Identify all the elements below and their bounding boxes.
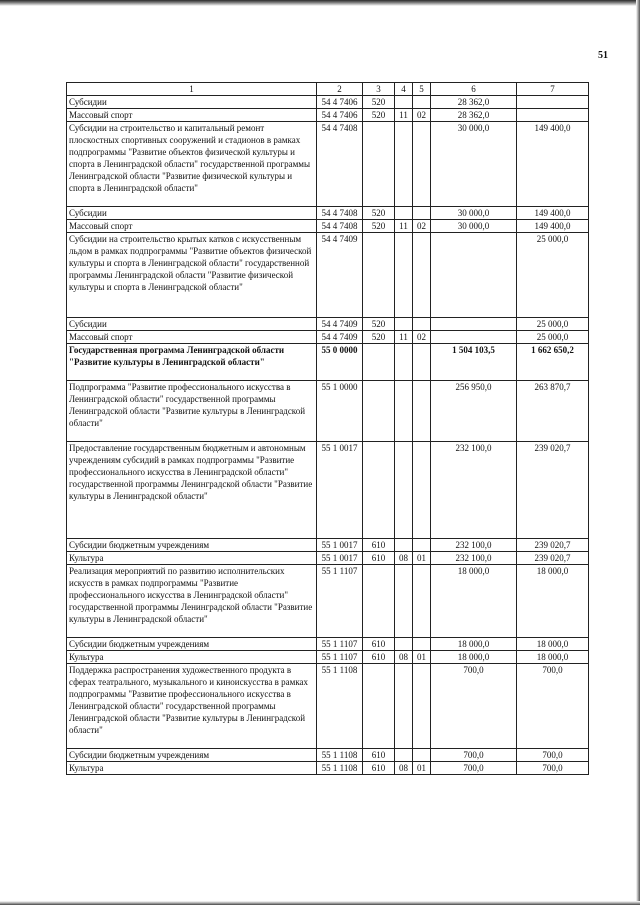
- row-rz-cell: 08: [395, 762, 413, 775]
- row-code-cell: 55 0 0000: [317, 344, 363, 381]
- row-vr-cell: [363, 565, 395, 638]
- table-row: [67, 122, 589, 207]
- row-name-cell: Субсидии: [67, 207, 317, 220]
- row-code-cell: 55 1 1108: [317, 749, 363, 762]
- row-vr-cell: 610: [363, 638, 395, 651]
- row-rz-cell: [395, 638, 413, 651]
- row-code-cell: 54 4 7409: [317, 331, 363, 344]
- row-rz-cell: [395, 749, 413, 762]
- row-rz-cell: 11: [395, 109, 413, 122]
- row-sum-col7-cell: 700,0: [517, 664, 589, 749]
- row-pr-cell: 01: [413, 552, 431, 565]
- row-pr-cell: 02: [413, 220, 431, 233]
- row-pr-cell: [413, 539, 431, 552]
- row-name-cell: Реализация мероприятий по развитию исполнительских искусств в рамках подпрограммы "Развитие профессионального искусства в Ленинградской области" государственной программы Ленинградской области "Развитие культуры в Ленинградской области": [67, 565, 317, 638]
- row-code-cell: 55 1 0017: [317, 442, 363, 539]
- row-sum-col7-cell: 149 400,0: [517, 122, 589, 207]
- row-vr-cell: 610: [363, 552, 395, 565]
- row-vr-cell: 610: [363, 762, 395, 775]
- row-sum-col6-cell: 18 000,0: [431, 651, 517, 664]
- row-rz-cell: 08: [395, 552, 413, 565]
- row-name-cell: Субсидии бюджетным учреждениям: [67, 638, 317, 651]
- row-pr-cell: 01: [413, 762, 431, 775]
- row-pr-cell: [413, 664, 431, 749]
- row-name-cell: Предоставление государственным бюджетным и автономным учреждениям субсидий в рамках подпрограммы "Развитие профессионального искусства в Ленинградской области" государственной программы Ленинградской области "Развитие культуры в Ленинградской области": [67, 442, 317, 539]
- table-row: [67, 762, 589, 775]
- table-row: [67, 749, 589, 762]
- row-name-cell: Государственная программа Ленинградской области "Развитие культуры в Ленинградской области": [67, 344, 317, 381]
- table-row: [67, 651, 589, 664]
- row-code-cell: 55 1 0017: [317, 552, 363, 565]
- row-rz-cell: [395, 318, 413, 331]
- page-number: 51: [598, 50, 608, 61]
- row-name-cell: Массовый спорт: [67, 109, 317, 122]
- row-vr-cell: [363, 381, 395, 442]
- row-sum-col7-cell: 263 870,7: [517, 381, 589, 442]
- table-row: [67, 552, 589, 565]
- row-vr-cell: [363, 442, 395, 539]
- row-rz-cell: [395, 96, 413, 109]
- row-code-cell: 54 4 7408: [317, 122, 363, 207]
- row-rz-cell: 11: [395, 220, 413, 233]
- row-pr-cell: [413, 96, 431, 109]
- row-name-cell: Субсидии бюджетным учреждениям: [67, 539, 317, 552]
- row-pr-cell: [413, 318, 431, 331]
- table-header-row: [67, 83, 589, 96]
- table-row: [67, 233, 589, 318]
- row-sum-col7-cell: 18 000,0: [517, 638, 589, 651]
- table-row: [67, 381, 589, 442]
- table-row: [67, 207, 589, 220]
- row-sum-col7-cell: 239 020,7: [517, 552, 589, 565]
- row-code-cell: 54 4 7409: [317, 318, 363, 331]
- table-row: [67, 318, 589, 331]
- row-name-cell: Массовый спорт: [67, 331, 317, 344]
- header-col-7: 7: [517, 83, 589, 96]
- row-code-cell: 55 1 1108: [317, 762, 363, 775]
- row-code-cell: 55 1 1107: [317, 651, 363, 664]
- row-rz-cell: 08: [395, 651, 413, 664]
- row-pr-cell: [413, 233, 431, 318]
- row-pr-cell: [413, 381, 431, 442]
- row-sum-col6-cell: 700,0: [431, 749, 517, 762]
- row-pr-cell: [413, 122, 431, 207]
- row-sum-col7-cell: 1 662 650,2: [517, 344, 589, 381]
- scan-edge-top: [0, 0, 640, 6]
- row-rz-cell: [395, 344, 413, 381]
- row-sum-col6-cell: 232 100,0: [431, 552, 517, 565]
- scan-edge-right: [636, 0, 640, 905]
- row-vr-cell: 520: [363, 207, 395, 220]
- row-rz-cell: [395, 565, 413, 638]
- row-sum-col7-cell: [517, 96, 589, 109]
- row-pr-cell: 02: [413, 331, 431, 344]
- row-sum-col6-cell: 30 000,0: [431, 122, 517, 207]
- row-sum-col6-cell: [431, 318, 517, 331]
- row-sum-col7-cell: 25 000,0: [517, 233, 589, 318]
- row-sum-col6-cell: 18 000,0: [431, 638, 517, 651]
- row-sum-col7-cell: 25 000,0: [517, 331, 589, 344]
- table-row: [67, 664, 589, 749]
- row-sum-col6-cell: 30 000,0: [431, 207, 517, 220]
- row-name-cell: Субсидии на строительство и капитальный ремонт плоскостных спортивных сооружений и стадионов в рамках подпрограммы "Развитие объектов физической культуры и спорта в Ленинградской области" государственной программы Ленинградской области "Развитие физической культуры и спорта в Ленинградской области": [67, 122, 317, 207]
- header-col-3: 3: [363, 83, 395, 96]
- row-pr-cell: [413, 207, 431, 220]
- row-sum-col6-cell: 30 000,0: [431, 220, 517, 233]
- row-rz-cell: [395, 122, 413, 207]
- budget-table: [66, 82, 589, 775]
- row-sum-col6-cell: 700,0: [431, 664, 517, 749]
- row-vr-cell: 610: [363, 539, 395, 552]
- row-pr-cell: 01: [413, 651, 431, 664]
- table-row: [67, 442, 589, 539]
- row-sum-col6-cell: [431, 331, 517, 344]
- row-vr-cell: 520: [363, 109, 395, 122]
- table-row: [67, 539, 589, 552]
- row-sum-col7-cell: 239 020,7: [517, 539, 589, 552]
- row-sum-col7-cell: 239 020,7: [517, 442, 589, 539]
- row-rz-cell: 11: [395, 331, 413, 344]
- row-sum-col6-cell: 256 950,0: [431, 381, 517, 442]
- table-row: [67, 220, 589, 233]
- header-col-2: 2: [317, 83, 363, 96]
- row-rz-cell: [395, 207, 413, 220]
- row-sum-col7-cell: [517, 109, 589, 122]
- row-name-cell: Культура: [67, 762, 317, 775]
- row-sum-col6-cell: 28 362,0: [431, 96, 517, 109]
- row-code-cell: 55 1 0000: [317, 381, 363, 442]
- row-name-cell: Массовый спорт: [67, 220, 317, 233]
- row-name-cell: Культура: [67, 552, 317, 565]
- row-pr-cell: 02: [413, 109, 431, 122]
- row-sum-col6-cell: 28 362,0: [431, 109, 517, 122]
- row-sum-col7-cell: 18 000,0: [517, 565, 589, 638]
- header-col-1: 1: [67, 83, 317, 96]
- row-sum-col7-cell: 149 400,0: [517, 220, 589, 233]
- row-vr-cell: 520: [363, 318, 395, 331]
- table-row: [67, 96, 589, 109]
- row-sum-col6-cell: 232 100,0: [431, 442, 517, 539]
- row-sum-col6-cell: [431, 233, 517, 318]
- row-pr-cell: [413, 749, 431, 762]
- table-row: [67, 565, 589, 638]
- row-vr-cell: 610: [363, 651, 395, 664]
- row-pr-cell: [413, 344, 431, 381]
- row-code-cell: 54 4 7408: [317, 207, 363, 220]
- row-code-cell: 55 1 1107: [317, 565, 363, 638]
- row-code-cell: 54 4 7409: [317, 233, 363, 318]
- row-rz-cell: [395, 233, 413, 318]
- row-sum-col7-cell: 700,0: [517, 762, 589, 775]
- row-vr-cell: 520: [363, 220, 395, 233]
- row-pr-cell: [413, 638, 431, 651]
- row-sum-col6-cell: 700,0: [431, 762, 517, 775]
- row-name-cell: Субсидии бюджетным учреждениям: [67, 749, 317, 762]
- row-sum-col7-cell: 18 000,0: [517, 651, 589, 664]
- header-col-5: 5: [413, 83, 431, 96]
- header-col-6: 6: [431, 83, 517, 96]
- table-row: [67, 331, 589, 344]
- row-sum-col7-cell: 700,0: [517, 749, 589, 762]
- header-col-4: 4: [395, 83, 413, 96]
- row-sum-col6-cell: 232 100,0: [431, 539, 517, 552]
- row-name-cell: Субсидии: [67, 96, 317, 109]
- row-rz-cell: [395, 539, 413, 552]
- row-vr-cell: [363, 122, 395, 207]
- row-code-cell: 55 1 0017: [317, 539, 363, 552]
- row-vr-cell: [363, 344, 395, 381]
- row-sum-col6-cell: 18 000,0: [431, 565, 517, 638]
- row-code-cell: 54 4 7408: [317, 220, 363, 233]
- row-pr-cell: [413, 565, 431, 638]
- row-name-cell: Субсидии: [67, 318, 317, 331]
- table-row: [67, 109, 589, 122]
- row-rz-cell: [395, 442, 413, 539]
- scan-edge-bottom: [0, 901, 640, 905]
- row-vr-cell: 520: [363, 96, 395, 109]
- row-sum-col6-cell: 1 504 103,5: [431, 344, 517, 381]
- row-name-cell: Подпрограмма "Развитие профессионального искусства в Ленинградской области" государственной программы Ленинградской области "Развитие культуры в Ленинградской области": [67, 381, 317, 442]
- row-sum-col7-cell: 25 000,0: [517, 318, 589, 331]
- row-vr-cell: [363, 664, 395, 749]
- row-name-cell: Субсидии на строительство крытых катков с искусственным льдом в рамках подпрограммы "Развитие объектов физической культуры и спорта в Ленинградской области" государственной программы Ленинградской области "Развитие физической культуры и спорта в Ленинградской области": [67, 233, 317, 318]
- row-code-cell: 55 1 1107: [317, 638, 363, 651]
- row-pr-cell: [413, 442, 431, 539]
- table-row: [67, 344, 589, 381]
- table-row: [67, 638, 589, 651]
- row-vr-cell: [363, 233, 395, 318]
- row-name-cell: Поддержка распространения художественного продукта в сферах театрального, музыкального и киноискусства в рамках подпрограммы "Развитие профессионального искусства в Ленинградской области" государственной программы Ленинградской области "Развитие культуры в Ленинградской области": [67, 664, 317, 749]
- row-rz-cell: [395, 381, 413, 442]
- row-code-cell: 54 4 7406: [317, 96, 363, 109]
- row-sum-col7-cell: 149 400,0: [517, 207, 589, 220]
- row-code-cell: 55 1 1108: [317, 664, 363, 749]
- row-name-cell: Культура: [67, 651, 317, 664]
- row-vr-cell: 520: [363, 331, 395, 344]
- row-code-cell: 54 4 7406: [317, 109, 363, 122]
- row-rz-cell: [395, 664, 413, 749]
- row-vr-cell: 610: [363, 749, 395, 762]
